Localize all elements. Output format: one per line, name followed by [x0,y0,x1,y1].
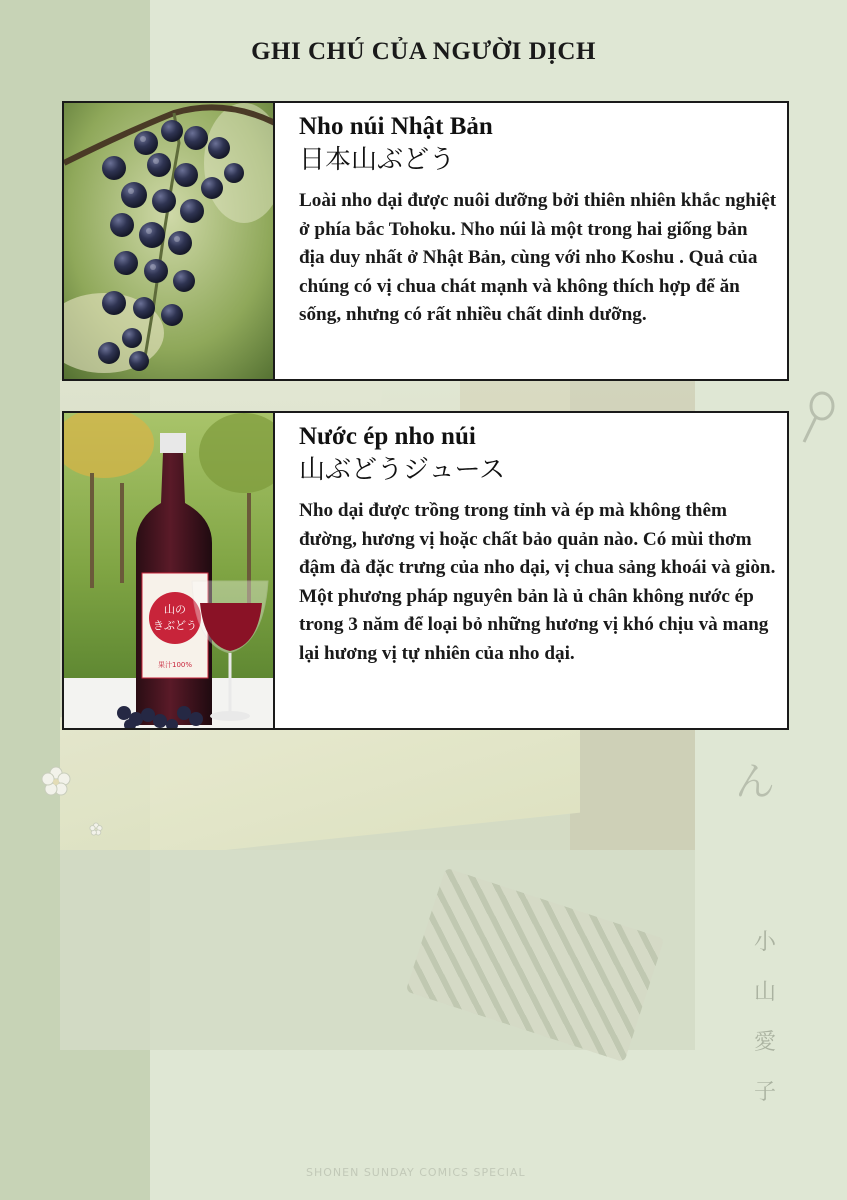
spoon-icon [800,390,838,445]
note-card-juice [62,411,789,730]
note-card-grape [62,101,789,381]
note-body: Nho dại được trồng trong tỉnh và ép mà không thêm đường, hương vị hoặc chất bảo quản nào. Có mùi thơm đậm đà đặc trưng của nho dại, vị chua sảng khoái và giòn. Một phương pháp nguyên bản là ủ chân không nước ép trong 3 năm để loại bỏ những hương vị khó chịu và mang lại hương vị tự nhiên của nho dại. [299,500,776,664]
flower-icon [40,765,72,797]
author-char: 愛 [753,1030,776,1055]
note-text-block [299,421,777,668]
juice-bottle-image [64,413,275,728]
decorative-hiragana: ん [735,759,775,805]
juice-bottle-photo [64,413,275,728]
note-japanese-name: 山ぶどうジュース [299,455,506,485]
note-heading: Nước ép nho núi [299,423,476,450]
grape-cluster-photo [64,103,275,379]
page-title: GHI CHÚ CỦA NGƯỜI DỊCH [251,38,596,65]
note-body: Loài nho dại được nuôi dưỡng bởi thiên nhiên khắc nghiệt ở phía bắc Tohoku. Nho núi là một trong hai giống bản địa duy nhất ở Nhật Bản, cùng với nho Koshu . Quả của chúng có vị chua chát mạnh và không thích hợp để ăn sống, nhưng có rất nhiều chất dinh dưỡng. [299,190,777,325]
bottle-label-name: きぶどう [153,619,197,632]
note-japanese-name: 日本山ぶどう [299,145,456,175]
note-heading: Nho núi Nhật Bản [299,113,493,140]
flower-icon [89,822,103,836]
author-char: 小 [753,930,776,955]
author-char: 山 [753,980,776,1005]
author-name-vertical [752,918,778,1118]
grape-cluster-image [64,103,275,379]
bottle-label-name: 山の [164,603,186,616]
note-text-block [299,111,777,330]
footer-imprint: SHONEN SUNDAY COMICS SPECIAL [306,1166,526,1179]
bottle-label-percent: 果汁100% [157,661,193,669]
author-char: 子 [753,1080,776,1105]
